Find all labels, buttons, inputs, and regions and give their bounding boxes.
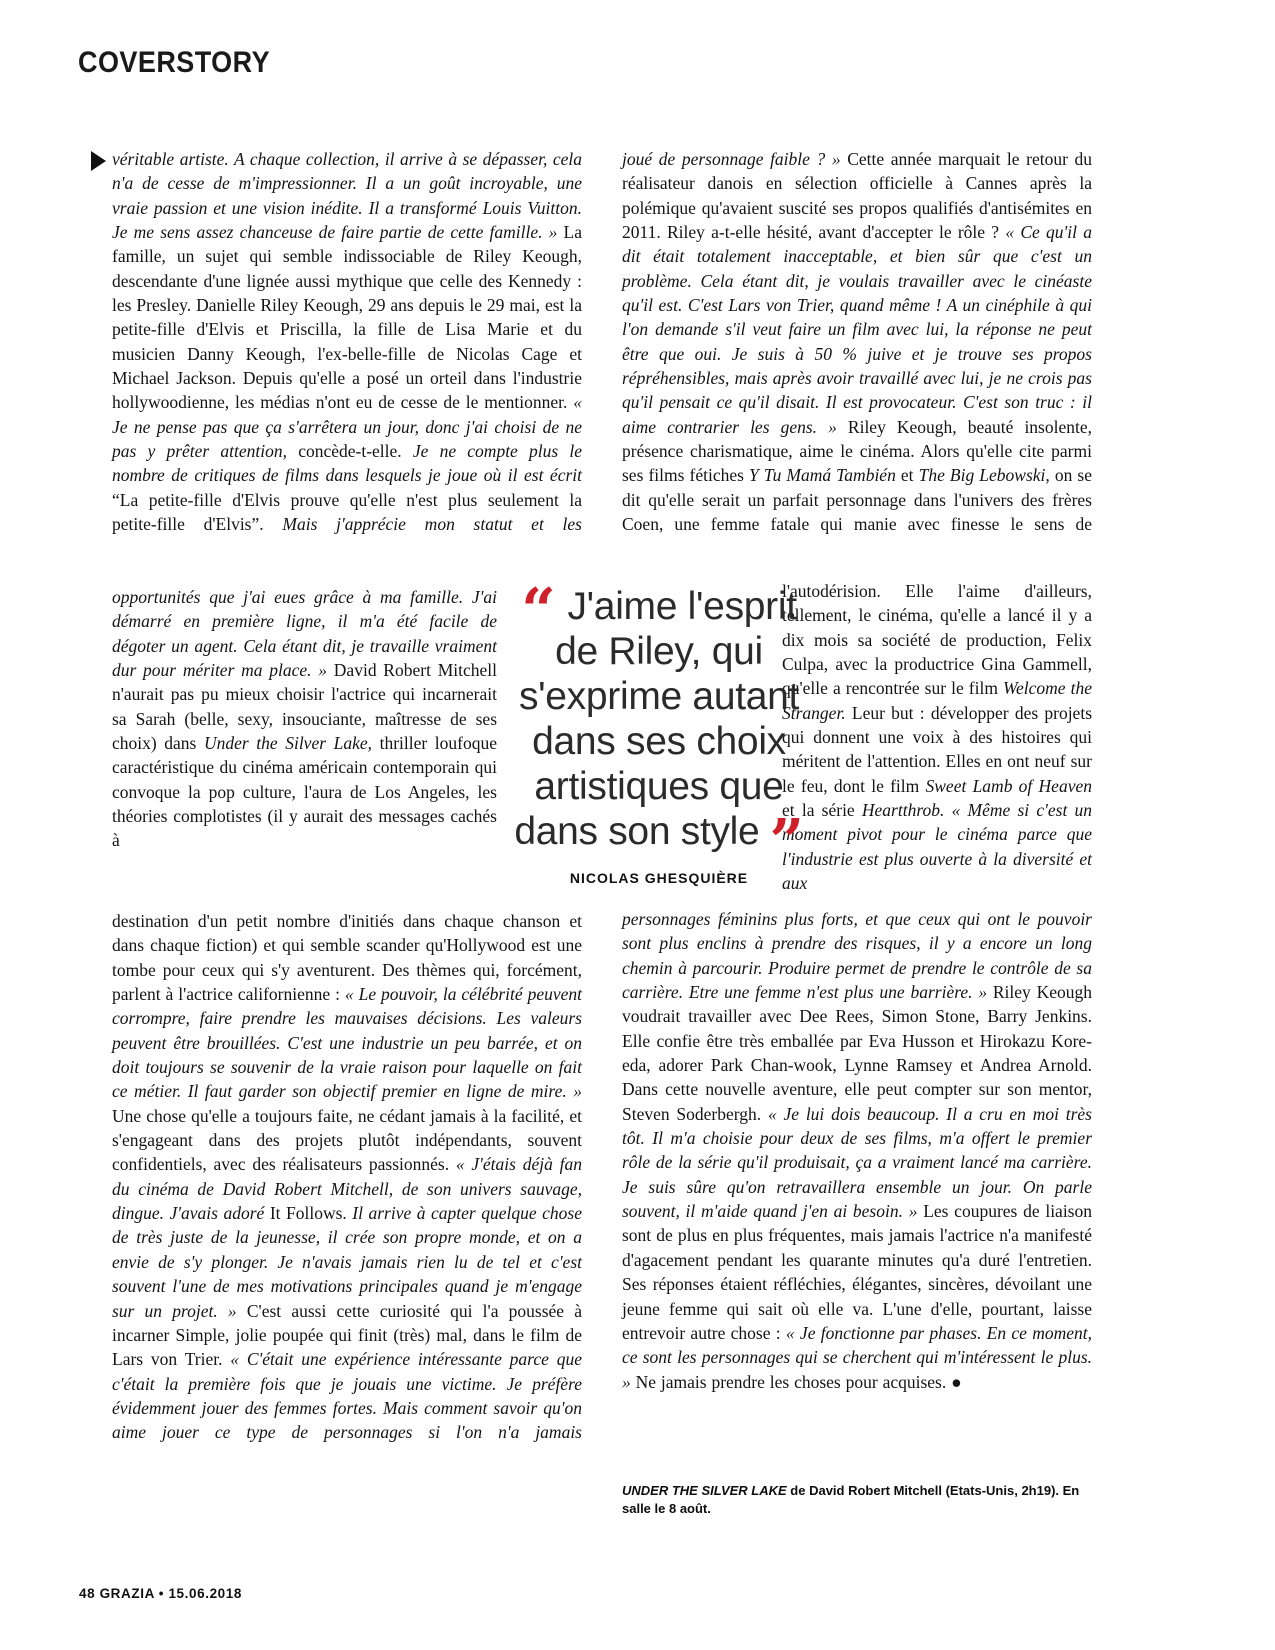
film-credit-caption: UNDER THE SILVER LAKE de David Robert Mitchell (Etats-Unis, 2h19). En salle le 8 août. [622, 1483, 1080, 1516]
text-block-left-bottom: destination d'un petit nombre d'initiés dans chaque chanson et dans chaque fiction) et qui semble scander qu'Hollywood est une tombe pour ceux qui s'y aventurent. Des thèmes qui, forcément, parlent à l'actrice californienne : « Le pouvoir, la célébrité peuvent corrompre, faire prendre les mauvaises décisions. Les valeurs peuvent être brouillées. C'est une industrie un peu barrée, et on doit toujours se souvenir de la vraie raison pour laquelle on fait ce métier. Il faut garder son objectif premier en ligne de mire. » Une chose qu'elle a toujours faite, ne cédant jamais à la facilité, et s'engageant dans des projets plutôt indépendants, souvent confidentiels, avec des réalisateurs passionnés. « J'étais déjà fan du cinéma de David Robert Mitchell, de son univers sauvage, dingue. J'avais adoré It Follows. Il arrive à capter quelque chose de très juste de la jeunesse, il crée son propre monde, et on a envie de s'y plonger. Je n'avais jamais rien lu de tel et c'est souvent l'une de mes motivations principales quand je m'engage sur un projet. » C'est aussi cette curiosité qui l'a poussée à incarner Simple, jolie poupée qui finit (très) mal, dans le film de Lars von Trier. « C'était une expérience intéressante parce que c'était la première fois que je jouais une victime. Je préfère évidemment jouer des femmes fortes. Mais comment savoir qu'on aime jouer ce type de personnages si l'on n'a jamais [112, 911, 582, 1443]
continuation-arrow-icon [91, 151, 106, 171]
text-block-right-mid: l'autodérision. Elle l'aime d'ailleurs, tellement, le cinéma, qu'elle a lancé il y a dix mois sa société de production, Felix Culpa, avec la productrice Gina Gammell, qu'elle a rencontrée sur le film Welcome the Stranger. Leur but : développer des projets qui donnent une voix à des histoires qui méritent de l'attention. Elles en ont neuf sur le feu, dont le film Sweet Lamb of Heaven et la série Heartthrob. « Même si c'est un moment pivot pour le cinéma parce que l'industrie est plus ouverte à la diversité et aux [782, 581, 1093, 894]
text-block-left-top: véritable artiste. A chaque collection, il arrive à se dépasser, cela n'a de cesse de m'impressionner. Il a un goût incroyable, une vraie passion et une vision inédite. Il a transformé Louis Vuitton. Je me sens assez chanceuse de faire partie de cette famille. » La famille, un sujet qui semble indissociable de Riley Keough, descendante d'une lignée aussi mythique que celle des Kennedy : les Presley. Danielle Riley Keough, 29 ans depuis le 29 mai, est la petite-fille d'Elvis et Priscilla, la fille de Lisa Marie et du musicien Danny Keough, l'ex-belle-fille de Nicolas Cage et Michael Jackson. Depuis qu'elle a posé un orteil dans l'industrie hollywoodienne, les médias n'ont eu de cesse de le mentionner. « Je ne pense pas que ça s'arrêtera un jour, donc j'ai choisi de ne pas y prêter attention, concède-t-elle. Je ne compte plus le nombre de critiques de films dans lesquels je joue où il est écrit “La petite-fille d'Elvis prouve qu'elle n'est plus seulement la petite-fille d'Elvis”. Mais j'apprécie mon statut et les [112, 149, 582, 535]
text-block-right-bottom: personnages féminins plus forts, et que ceux qui ont le pouvoir sont plus enclins à prendre des risques, il y a encore un long chemin à parcourir. Produire permet de prendre le contrôle de sa carrière. Etre une femme n'est plus une barrière. » Riley Keough voudrait travailler avec Dee Rees, Simon Stone, Barry Jenkins. Elle confie être très emballée par Eva Husson et Hirokazu Kore-eda, adorer Park Chan-wook, Lynne Ramsey et Andrea Arnold. Dans cette nouvelle aventure, elle peut compter sur son mentor, Steven Soderbergh. « Je lui dois beaucoup. Il a cru en moi très tôt. Il m'a choisie pour deux de ses films, m'a offert le premier rôle de la série qu'il produisait, ça a vraiment lancé ma carrière. Je suis sûre qu'on retravaillera ensemble un jour. On parle souvent, il m'aide quand j'en ai besoin. » Les coupures de liaison sont de plus en plus fréquentes, mais jamais l'actrice n'a manifesté d'agacement pendant les quarante minutes qu'a duré l'entretien. Ses réponses étaient réfléchies, élégantes, sincères, dévoilant une jeune femme qui sait où elle va. L'une d'elle, pourtant, laisse entrevoir autre chose : « Je fonctionne par phases. En ce moment, ce sont les personnages qui se cherchent qui m'intéressent le plus. » Ne jamais prendre les choses pour acquises. ● [622, 909, 1092, 1392]
pull-quote-attribution: NICOLAS GHESQUIÈRE [569, 870, 749, 886]
text-block-right-top: joué de personnage faible ? » Cette année marquait le retour du réalisateur danois en sélection officielle à Cannes après la polémique qu'avaient suscité ses propos qualifiés d'antisémites en 2011. Riley a-t-elle hésité, avant d'accepter le rôle ? « Ce qu'il a dit était totalement inacceptable, et bien sûr que c'est un problème. Cela étant dit, je voulais travailler avec le cinéaste qu'il est. C'est Lars von Trier, quand même ! A un cinéphile à qui l'on demande s'il veut faire un film avec lui, la réponse ne peut être que oui. Je suis à 50 % juive et je trouve ses propos répréhensibles, mais après avoir travaillé avec lui, je ne crois pas qu'il pensait ce qu'il disait. Il est provocateur. C'est son truc : il aime contrarier les gens. » Riley Keough, beauté insolente, présence charismatique, aime le cinéma. Alors qu'elle cite parmi ses films fétiches Y Tu Mamá También et The Big Lebowski, on se dit qu'elle serait un parfait personnage dans l'univers des frères Coen, une femme fatale qui manie avec finesse le sens de [622, 149, 1092, 535]
text-block-left-mid: opportunités que j'ai eues grâce à ma famille. J'ai démarré en première ligne, il m'a été facile de dégoter un agent. Cela étant dit, je travaille vraiment dur pour mériter ma place. » David Robert Mitchell n'aurait pas pu mieux choisir l'actrice qui incarnerait sa Sarah (belle, sexy, insouciante, maîtresse de ses choix) dans Under the Silver Lake, thriller loufoque caractéristique du cinéma américain contemporain qui convoque la pop culture, l'aura de Los Angeles, les théories complotistes (il y aurait des messages cachés à [112, 587, 498, 851]
pull-quote [428, 576, 890, 886]
section-kicker: COVERSTORY [78, 46, 271, 79]
page-footer: 48 GRAZIA • 15.06.2018 [79, 1586, 243, 1601]
pull-quote-lines: “ J'aime l'esprit de Riley, qui s'exprime autant dans ses choix artistiques que dans son style ” [514, 576, 804, 877]
